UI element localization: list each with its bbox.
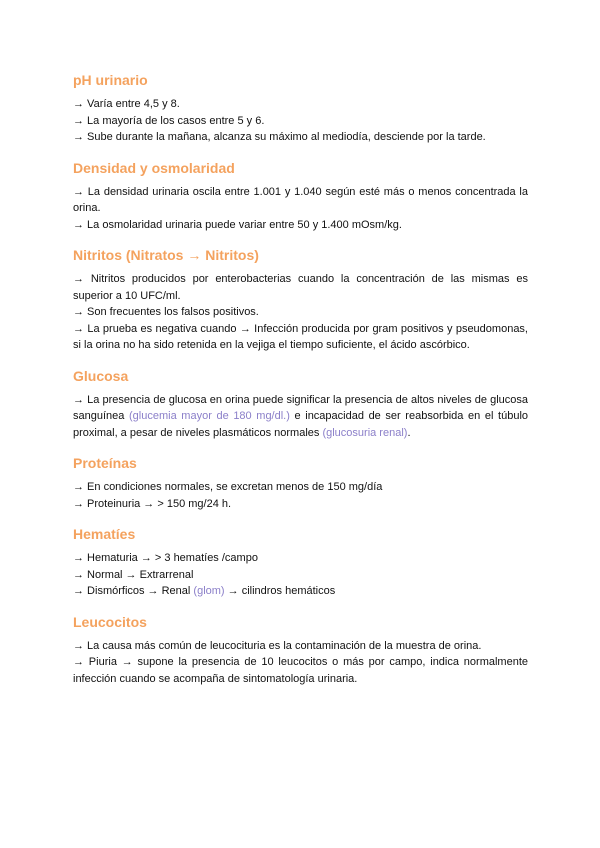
section-title-leucocitos: Leucocitos (73, 613, 147, 630)
section-nitritos (73, 247, 528, 354)
dismorficos-text-1: → Dismórficos → Renal (73, 585, 194, 597)
nitritos-line-1: → Nitritos producidos por enterobacterias cuando la concentración de las mismas es superior a 10 UFC/ml. (73, 273, 528, 302)
nitritos-line-2: → Son frecuentes los falsos positivos. (73, 306, 259, 318)
glucemia-note: (glucemia mayor de 180 mg/dl.) (129, 410, 290, 422)
proteinas-line-2: → Proteinuria → > 150 mg/24 h. (73, 497, 232, 510)
nitritos-line-3: → La prueba es negativa cuando → Infección producida por gram positivos y pseudomonas, si la orina no ha sido retenida en la vejiga el tiempo suficiente, el ácido ascórbico. (73, 322, 528, 351)
glucosa-text-3: . (407, 426, 411, 439)
hematies-line-1: → Hematuria → > 3 hematíes /campo (73, 552, 258, 564)
glom-note: (glom) (193, 585, 225, 597)
leucocitos-line-1: → La causa más común de leucocituria es la contaminación de la muestra de orina. (73, 639, 482, 652)
section-hematies (73, 526, 528, 600)
leucocitos-line-2: → Piuria → supone la presencia de 10 leucocitos o más por campo, indica normalmente infección cuando se acompaña de sintomatología urinaria. (73, 656, 528, 685)
section-title-ph: pH urinario (73, 72, 148, 88)
document-content (73, 72, 528, 701)
section-proteinas (73, 455, 528, 512)
glucosa-paragraph (73, 392, 528, 442)
section-ph (73, 72, 528, 146)
glucosuria-note: (glucosuria renal) (322, 426, 408, 439)
ph-line-3: → Sube durante la mañana, alcanza su máximo al mediodía, desciende por la tarde. (73, 131, 486, 143)
section-title-hematies: Hematíes (73, 526, 136, 542)
densidad-line-2: → La osmolaridad urinaria puede variar entre 50 y 1.400 mOsm/kg. (73, 218, 402, 231)
section-leucocitos (73, 614, 528, 688)
ph-line-2: → La mayoría de los casos entre 5 y 6. (73, 114, 265, 127)
glucosa-text-2: e incapacidad de ser reabsorbida en el túbulo proximal, a pesar de niveles plasmáticos normales (73, 410, 529, 439)
section-title-proteinas: Proteínas (73, 455, 137, 471)
ph-line-1: → Varía entre 4,5 y 8. (73, 98, 180, 110)
dismorficos-text-2: → cilindros hemáticos (224, 585, 336, 597)
section-title-nitritos: Nitritos (Nitratos → Nitritos) (73, 247, 259, 263)
hematies-line-3 (73, 583, 528, 600)
proteinas-line-1: → En condiciones normales, se excretan menos de 150 mg/día (73, 481, 383, 493)
glucosa-text-1: → La presencia de glucosa en orina puede significar la presencia de altos niveles de glucosa sanguínea (73, 393, 528, 422)
section-title-glucosa: Glucosa (73, 367, 129, 384)
section-densidad (73, 160, 528, 234)
densidad-line-1: → La densidad urinaria oscila entre 1.001 y 1.040 según esté más o menos concentrada la orina. (73, 185, 528, 214)
section-title-densidad: Densidad y osmolaridad (73, 159, 235, 176)
hematies-line-2: → Normal → Extrarrenal (73, 568, 194, 581)
section-glucosa (73, 368, 528, 442)
